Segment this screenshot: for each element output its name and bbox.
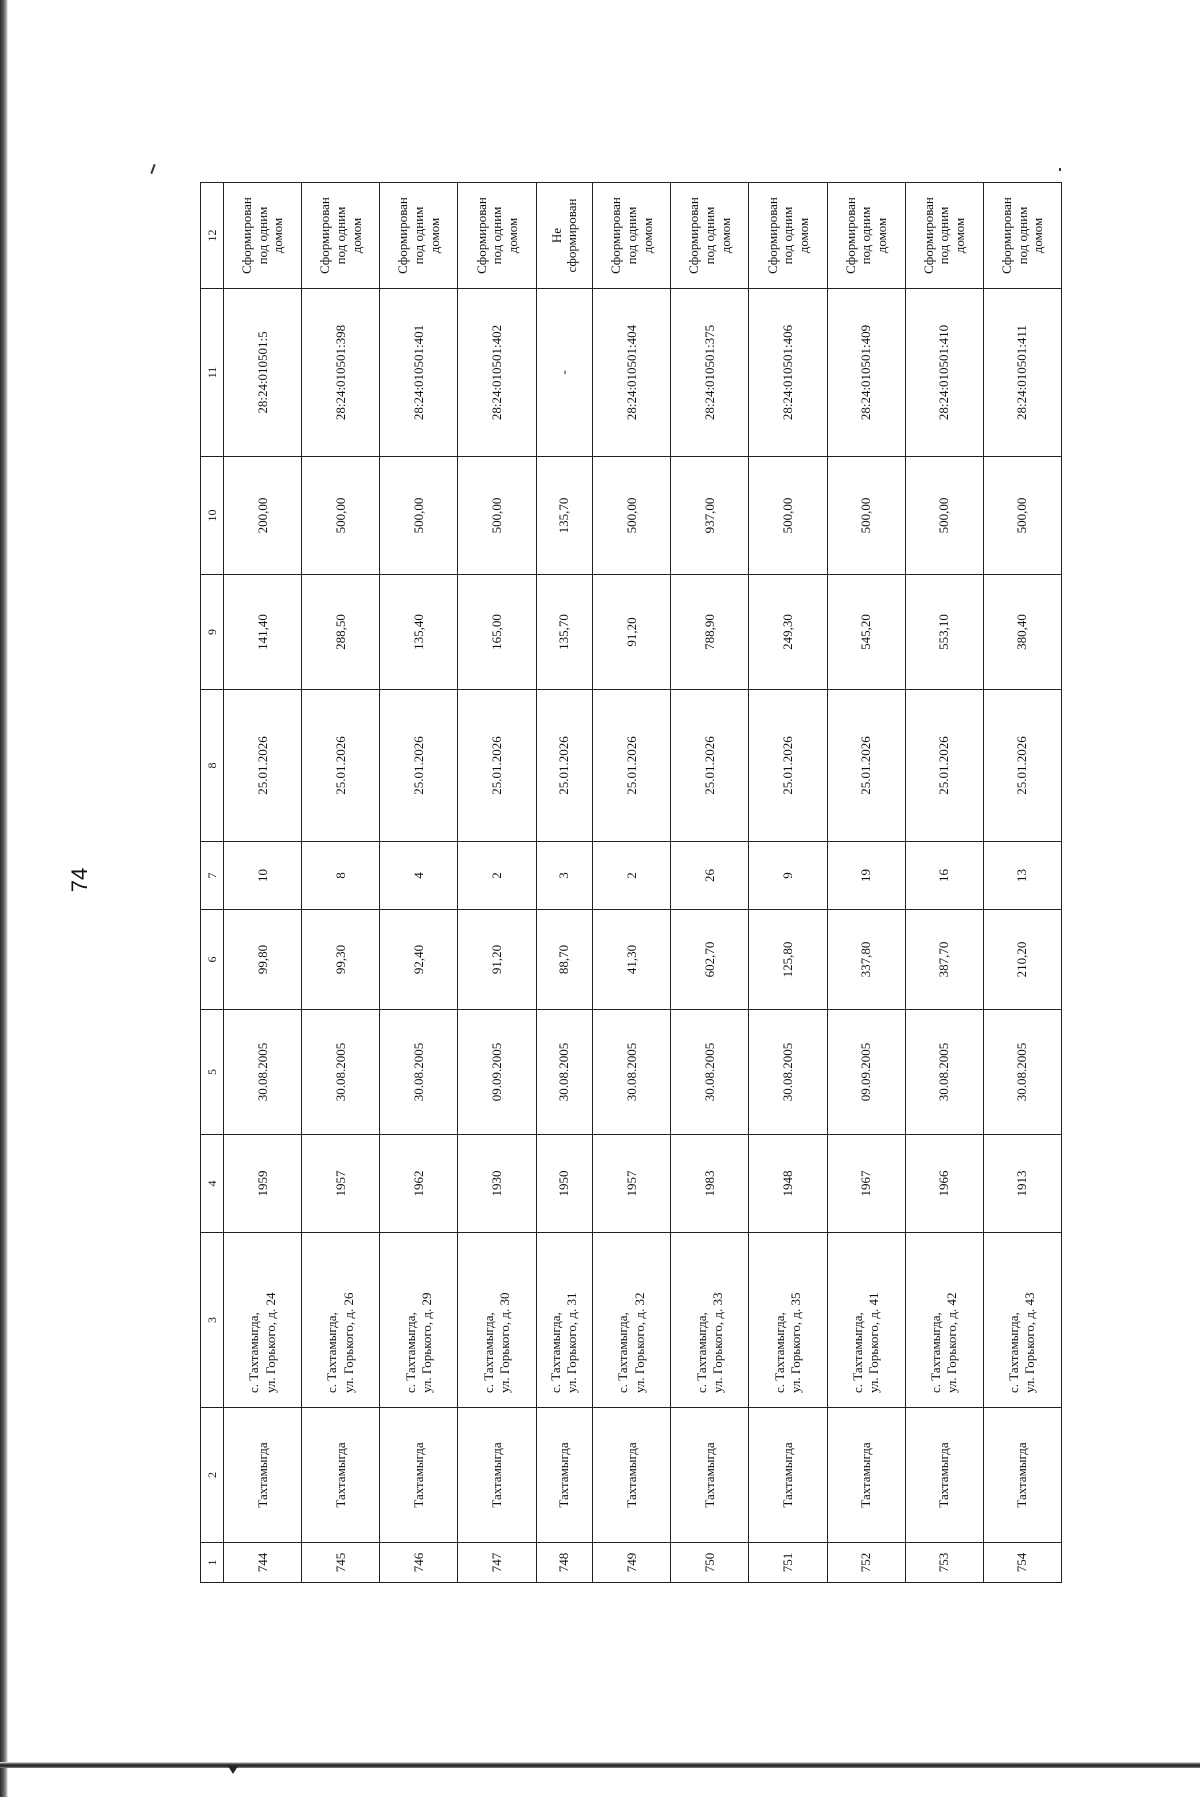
cell-cadastral-number: 28:24:010501:375 (671, 289, 749, 457)
cell-area: 210,20 (983, 910, 1061, 1010)
cell-area-2: 141,40 (224, 575, 302, 690)
cell-address: с. Тахтамыгда, ул. Горького, д. 42 (905, 1233, 983, 1408)
cell-settlement: Тахтамыгда (380, 1408, 458, 1543)
cell-settlement: Тахтамыгда (593, 1408, 671, 1543)
cell-area: 602,70 (671, 910, 749, 1010)
column-header-7: 7 (201, 842, 224, 910)
cell-row-number: 752 (827, 1543, 905, 1583)
table-body (224, 183, 1062, 1583)
cell-year-built: 1983 (671, 1135, 749, 1233)
cell-address: с. Тахтамыгда, ул. Горького, д. 33 (671, 1233, 749, 1408)
column-header-10: 10 (201, 457, 224, 575)
cell-row-number: 748 (536, 1543, 593, 1583)
cell-area-2: 165,00 (458, 575, 536, 690)
cell-settlement: Тахтамыгда (983, 1408, 1061, 1543)
cell-settlement: Тахтамыгда (536, 1408, 593, 1543)
cell-date: 09.09.2005 (458, 1010, 536, 1135)
cell-date: 09.09.2005 (827, 1010, 905, 1135)
cell-area-2: 249,30 (749, 575, 827, 690)
cell-date: 30.08.2005 (983, 1010, 1061, 1135)
cell-address: с. Тахтамыгда, ул. Горького, д. 31 (536, 1233, 593, 1408)
cell-area: 92,40 (380, 910, 458, 1010)
cell-settlement: Тахтамыгда (671, 1408, 749, 1543)
cell-residents: 19 (827, 842, 905, 910)
cell-settlement: Тахтамыгда (905, 1408, 983, 1543)
cell-settlement: Тахтамыгда (302, 1408, 380, 1543)
cell-row-number: 749 (593, 1543, 671, 1583)
cell-area: 125,80 (749, 910, 827, 1010)
cell-row-number: 750 (671, 1543, 749, 1583)
table-row (671, 183, 749, 1583)
cell-address: с. Тахтамыгда, ул. Горького, д. 24 (224, 1233, 302, 1408)
cell-status: Не сформирован (536, 183, 593, 289)
cell-deadline-date: 25.01.2026 (749, 690, 827, 842)
cell-area: 337,80 (827, 910, 905, 1010)
cell-cadastral-number: 28:24:010501:5 (224, 289, 302, 457)
column-header-5: 5 (201, 1010, 224, 1135)
cell-status: Сформирован под одним домом (380, 183, 458, 289)
column-header-4: 4 (201, 1135, 224, 1233)
cell-settlement: Тахтамыгда (827, 1408, 905, 1543)
cell-deadline-date: 25.01.2026 (671, 690, 749, 842)
cell-area-3: 135,70 (536, 457, 593, 575)
cell-residents: 9 (749, 842, 827, 910)
cell-year-built: 1930 (458, 1135, 536, 1233)
cell-settlement: Тахтамыгда (749, 1408, 827, 1543)
registry-table-container (200, 183, 1062, 1583)
table-row (536, 183, 593, 1583)
cell-status: Сформирован под одним домом (593, 183, 671, 289)
cell-address: с. Тахтамыгда, ул. Горького, д. 43 (983, 1233, 1061, 1408)
table-row (983, 183, 1061, 1583)
cell-year-built: 1957 (302, 1135, 380, 1233)
cell-year-built: 1948 (749, 1135, 827, 1233)
cell-area-3: 500,00 (749, 457, 827, 575)
cell-year-built: 1966 (905, 1135, 983, 1233)
scan-bottom-edge (0, 1762, 1200, 1768)
cell-year-built: 1959 (224, 1135, 302, 1233)
cell-area-2: 135,70 (536, 575, 593, 690)
table-row (749, 183, 827, 1583)
cell-settlement: Тахтамыгда (458, 1408, 536, 1543)
table-row (224, 183, 302, 1583)
cell-cadastral-number: 28:24:010501:398 (302, 289, 380, 457)
cell-date: 30.08.2005 (671, 1010, 749, 1135)
cell-deadline-date: 25.01.2026 (302, 690, 380, 842)
cell-row-number: 747 (458, 1543, 536, 1583)
cell-row-number: 754 (983, 1543, 1061, 1583)
cell-area-3: 500,00 (380, 457, 458, 575)
cell-area-2: 788,90 (671, 575, 749, 690)
cell-area-2: 380,40 (983, 575, 1061, 690)
cell-status: Сформирован под одним домом (458, 183, 536, 289)
cell-area-3: 937,00 (671, 457, 749, 575)
cell-area-3: 500,00 (905, 457, 983, 575)
cell-year-built: 1913 (983, 1135, 1061, 1233)
cell-area-3: 500,00 (458, 457, 536, 575)
scan-artifact (1059, 168, 1061, 171)
cell-address: с. Тахтамыгда, ул. Горького, д. 29 (380, 1233, 458, 1408)
cell-cadastral-number: 28:24:010501:409 (827, 289, 905, 457)
column-header-12: 12 (201, 183, 224, 289)
cell-area: 88,70 (536, 910, 593, 1010)
table-row (302, 183, 380, 1583)
cell-row-number: 744 (224, 1543, 302, 1583)
cell-area-3: 500,00 (827, 457, 905, 575)
cell-residents: 8 (302, 842, 380, 910)
cell-area-3: 500,00 (593, 457, 671, 575)
cell-residents: 13 (983, 842, 1061, 910)
cell-date: 30.08.2005 (749, 1010, 827, 1135)
cell-row-number: 751 (749, 1543, 827, 1583)
cell-residents: 2 (593, 842, 671, 910)
cell-year-built: 1950 (536, 1135, 593, 1233)
cell-deadline-date: 25.01.2026 (458, 690, 536, 842)
cell-deadline-date: 25.01.2026 (380, 690, 458, 842)
cell-deadline-date: 25.01.2026 (224, 690, 302, 842)
cell-residents: 10 (224, 842, 302, 910)
cell-cadastral-number: 28:24:010501:404 (593, 289, 671, 457)
cell-deadline-date: 25.01.2026 (593, 690, 671, 842)
cell-deadline-date: 25.01.2026 (983, 690, 1061, 842)
cell-date: 30.08.2005 (536, 1010, 593, 1135)
cell-row-number: 753 (905, 1543, 983, 1583)
cell-year-built: 1962 (380, 1135, 458, 1233)
cell-status: Сформирован под одним домом (827, 183, 905, 289)
cell-deadline-date: 25.01.2026 (905, 690, 983, 842)
cell-cadastral-number: 28:24:010501:402 (458, 289, 536, 457)
cell-settlement: Тахтамыгда (224, 1408, 302, 1543)
cell-date: 30.08.2005 (905, 1010, 983, 1135)
table-row (827, 183, 905, 1583)
page-number: 74 (67, 867, 92, 893)
cell-residents: 4 (380, 842, 458, 910)
cell-deadline-date: 25.01.2026 (536, 690, 593, 842)
scan-mark (228, 1766, 238, 1774)
cell-date: 30.08.2005 (380, 1010, 458, 1135)
scan-artifact (150, 164, 155, 174)
column-header-11: 11 (201, 289, 224, 457)
column-header-9: 9 (201, 575, 224, 690)
column-header-1: 1 (201, 1543, 224, 1583)
cell-cadastral-number: 28:24:010501:406 (749, 289, 827, 457)
cell-status: Сформирован под одним домом (749, 183, 827, 289)
header-row (201, 183, 224, 1583)
cell-area-3: 500,00 (983, 457, 1061, 575)
cell-year-built: 1967 (827, 1135, 905, 1233)
cell-residents: 16 (905, 842, 983, 910)
cell-deadline-date: 25.01.2026 (827, 690, 905, 842)
cell-residents: 26 (671, 842, 749, 910)
cell-area-3: 500,00 (302, 457, 380, 575)
cell-address: с. Тахтамыгда, ул. Горького, д. 30 (458, 1233, 536, 1408)
cell-cadastral-number: 28:24:010501:410 (905, 289, 983, 457)
cell-area-2: 553,10 (905, 575, 983, 690)
cell-area: 91,20 (458, 910, 536, 1010)
table-row (905, 183, 983, 1583)
cell-year-built: 1957 (593, 1135, 671, 1233)
cell-residents: 3 (536, 842, 593, 910)
cell-date: 30.08.2005 (302, 1010, 380, 1135)
cell-status: Сформирован под одним домом (983, 183, 1061, 289)
cell-area: 99,80 (224, 910, 302, 1010)
cell-status: Сформирован под одним домом (224, 183, 302, 289)
cell-address: с. Тахтамыгда, ул. Горького, д. 26 (302, 1233, 380, 1408)
cell-area-2: 91,20 (593, 575, 671, 690)
cell-area: 41,30 (593, 910, 671, 1010)
cell-address: с. Тахтамыгда, ул. Горького, д. 35 (749, 1233, 827, 1408)
cell-status: Сформирован под одним домом (302, 183, 380, 289)
cell-residents: 2 (458, 842, 536, 910)
cell-row-number: 746 (380, 1543, 458, 1583)
column-header-6: 6 (201, 910, 224, 1010)
cell-area-2: 288,50 (302, 575, 380, 690)
registry-table (200, 182, 1062, 1583)
scan-left-edge (0, 0, 8, 1797)
cell-cadastral-number: 28:24:010501:401 (380, 289, 458, 457)
cell-status: Сформирован под одним домом (905, 183, 983, 289)
cell-cadastral-number: 28:24:010501:411 (983, 289, 1061, 457)
cell-area-2: 545,20 (827, 575, 905, 690)
cell-area-3: 200,00 (224, 457, 302, 575)
cell-status: Сформирован под одним домом (671, 183, 749, 289)
cell-area: 387,70 (905, 910, 983, 1010)
cell-date: 30.08.2005 (224, 1010, 302, 1135)
table-row (458, 183, 536, 1583)
cell-cadastral-number: - (536, 289, 593, 457)
column-header-8: 8 (201, 690, 224, 842)
cell-row-number: 745 (302, 1543, 380, 1583)
cell-address: с. Тахтамыгда, ул. Горького, д. 32 (593, 1233, 671, 1408)
cell-address: с. Тахтамыгда, ул. Горького, д. 41 (827, 1233, 905, 1408)
table-row (593, 183, 671, 1583)
cell-area-2: 135,40 (380, 575, 458, 690)
cell-date: 30.08.2005 (593, 1010, 671, 1135)
column-header-3: 3 (201, 1233, 224, 1408)
table-row (380, 183, 458, 1583)
column-header-2: 2 (201, 1408, 224, 1543)
cell-area: 99,30 (302, 910, 380, 1010)
